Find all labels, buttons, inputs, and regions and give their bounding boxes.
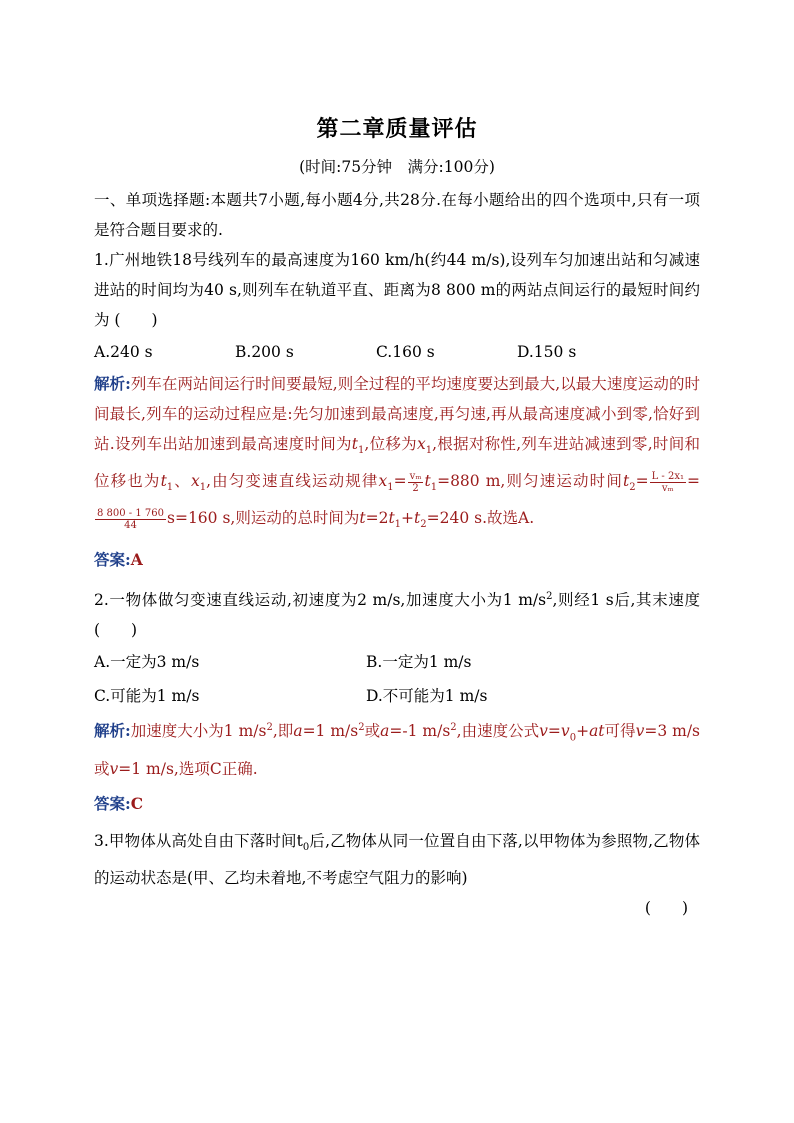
option-b: B.200 s: [235, 343, 294, 361]
option-b: B.一定为1 m/s: [366, 653, 472, 672]
question-1-answer: 答案:A: [94, 550, 143, 570]
question-3-stem: 3.甲物体从高处自由下落时间$t_0$后,乙物体从同一位置自由下落,以甲物体为参照物,乙物体的运动状态是(甲、乙均未着地,不考虑空气阻力的影响): [94, 831, 700, 887]
exam-info: (时间:75分钟 满分:100分): [299, 158, 495, 176]
option-c: C.160 s: [376, 343, 435, 361]
question-2-options-row-1: [94, 645, 700, 679]
section-header: 一、单项选择题:本题共7小题,每小题4分,共28分.在每小题给出的四个选项中,只有一项是符合题目要求的.: [94, 191, 700, 239]
explanation-label: 解析:: [94, 721, 131, 741]
option-d: D.150 s: [517, 343, 577, 361]
option-a: A.240 s: [94, 343, 153, 361]
option-a: A.一定为3 m/s: [94, 653, 200, 672]
question-2-stem: 2.一物体做匀变速直线运动,初速度为2 m/s,加速度大小为1 $m/s^2$,则经1 s后,其末速度 ( ): [94, 591, 700, 640]
question-1-explanation: 解析:列车在两站间运行时间要最短,则全过程的平均速度要达到最大,以最大速度运动的时间最长,列车的运动过程应是:先匀加速到最高速度,再匀速,再从最高速度减小到零,恰好到站.设列车出站加速到最高速度时间为$t_1$,位移为$x_1$,根据对称性,列车进站减速到零,时间和位移也为$t_1$、$x_1$,由匀变速直线运动规律$x_1=$ $\frac{\text{vₘ}}{2}$ $t_1=880$ m,则匀速运动时间$t_2=$ $\frac{\text{L - 2x₁}}{\text{vₘ}}$ = $\frac{8 800 - 1 760}{44}$ s=160 s,则运动的总时间为$t=2t_1+t_2=240$ s.故选A.: [94, 374, 700, 531]
question-2-explanation: 解析:加速度大小为1 $m/s^2$,即a=1 $m/s^2$或a=-1 $m/s^2$,由速度公式$v=v_0+at$可得v=3 m/s或v=1 m/s,选项C正确.: [94, 721, 701, 778]
question-2-answer: 答案:C: [94, 793, 144, 813]
option-d: D.不可能为1 m/s: [366, 687, 488, 706]
question-2-options-row-2: [94, 679, 700, 713]
explanation-label: 解析:: [94, 374, 131, 393]
question-1-options: [94, 335, 700, 369]
fraction: $\frac{8 800 - 1 760}{44}$: [97, 507, 164, 531]
fraction: $\frac{\text{L - 2x₁}}{\text{vₘ}}$: [651, 470, 684, 494]
document-page: [94, 112, 700, 923]
answer-blank: ( ): [644, 898, 688, 917]
question-1-stem: 1.广州地铁18号线列车的最高速度为160 km/h(约44 m/s),设列车匀加速出站和匀减速进站的时间均为40 s,则列车在轨道平直、距离为8 800 m的两站点间运行的最短时间约为 ( ): [94, 251, 700, 329]
option-c: C.可能为1 m/s: [94, 687, 200, 706]
page-title: 第二章质量评估: [316, 116, 478, 142]
fraction: $\frac{\text{vₘ}}{2}$: [409, 470, 422, 494]
